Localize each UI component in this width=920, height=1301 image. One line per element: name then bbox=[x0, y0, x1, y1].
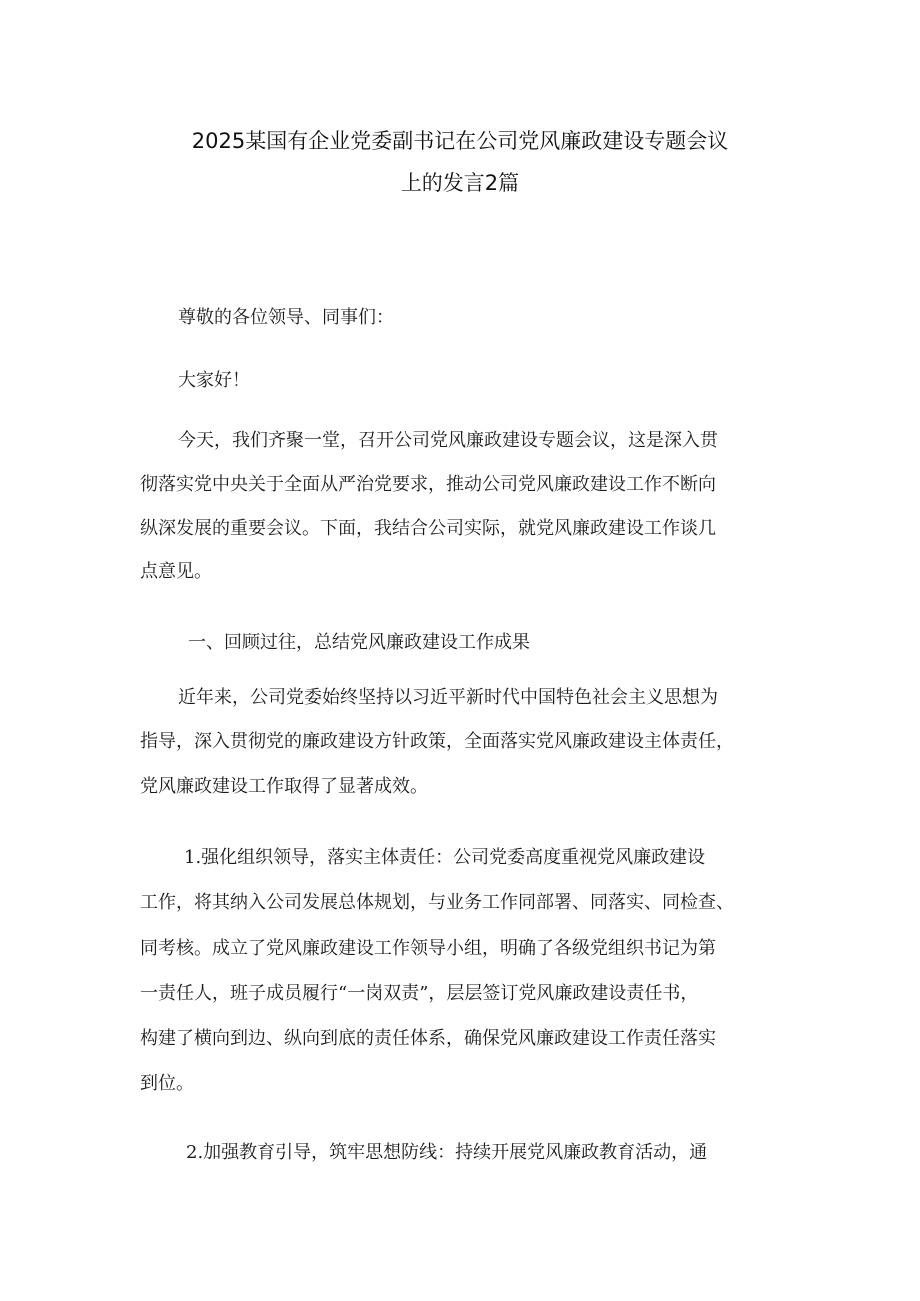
intro-line-1: 今天，我们齐聚一堂，召开公司党风廉政建设专题会议，这是深入贯 bbox=[178, 430, 718, 451]
intro-line-3: 纵深发展的重要会议。下面，我结合公司实际，就党风廉政建设工作谈几 bbox=[140, 518, 716, 539]
item-1-line-1: 1.强化组织领导，落实主体责任：公司党委高度重视党风廉政建设 bbox=[184, 847, 706, 868]
item-1-line-5: 构建了横向到边、纵向到底的责任体系，确保党风廉政建设工作责任落实 bbox=[140, 1028, 716, 1049]
title-line-1: 2025某国有企业党委副书记在公司党风廉政建设专题会议 bbox=[191, 129, 729, 153]
section-1-heading: 一、回顾过往，总结党风廉政建设工作成果 bbox=[188, 632, 530, 653]
intro-line-2: 彻落实党中央关于全面从严治党要求，推动公司党风廉政建设工作不断向 bbox=[140, 474, 716, 495]
section-1-intro-line-2: 指导，深入贯彻党的廉政建设方针政策，全面落实党风廉政建设主体责任， bbox=[140, 731, 734, 752]
salutation: 尊敬的各位领导、同事们： bbox=[178, 307, 394, 328]
item-1-line-4: 一责任人，班子成员履行“一岗双责”，层层签订党风廉政建设责任书， bbox=[140, 983, 699, 1004]
item-2-line-1: 2.加强教育引导，筑牢思想防线：持续开展党风廉政教育活动，通 bbox=[186, 1142, 708, 1163]
greeting: 大家好！ bbox=[178, 370, 250, 391]
item-1-line-2: 工作，将其纳入公司发展总体规划，与业务工作同部署、同落实、同检查、 bbox=[140, 892, 734, 913]
section-1-intro-line-1: 近年来，公司党委始终坚持以习近平新时代中国特色社会主义思想为 bbox=[178, 687, 718, 708]
item-1-line-3: 同考核。成立了党风廉政建设工作领导小组，明确了各级党组织书记为第 bbox=[140, 938, 716, 959]
document-title bbox=[0, 120, 920, 204]
intro-line-4: 点意见。 bbox=[140, 561, 212, 582]
item-1-line-6: 到位。 bbox=[140, 1073, 194, 1094]
title-line-2: 上的发言2篇 bbox=[400, 171, 520, 195]
section-1-intro-line-3: 党风廉政建设工作取得了显著成效。 bbox=[140, 776, 428, 797]
